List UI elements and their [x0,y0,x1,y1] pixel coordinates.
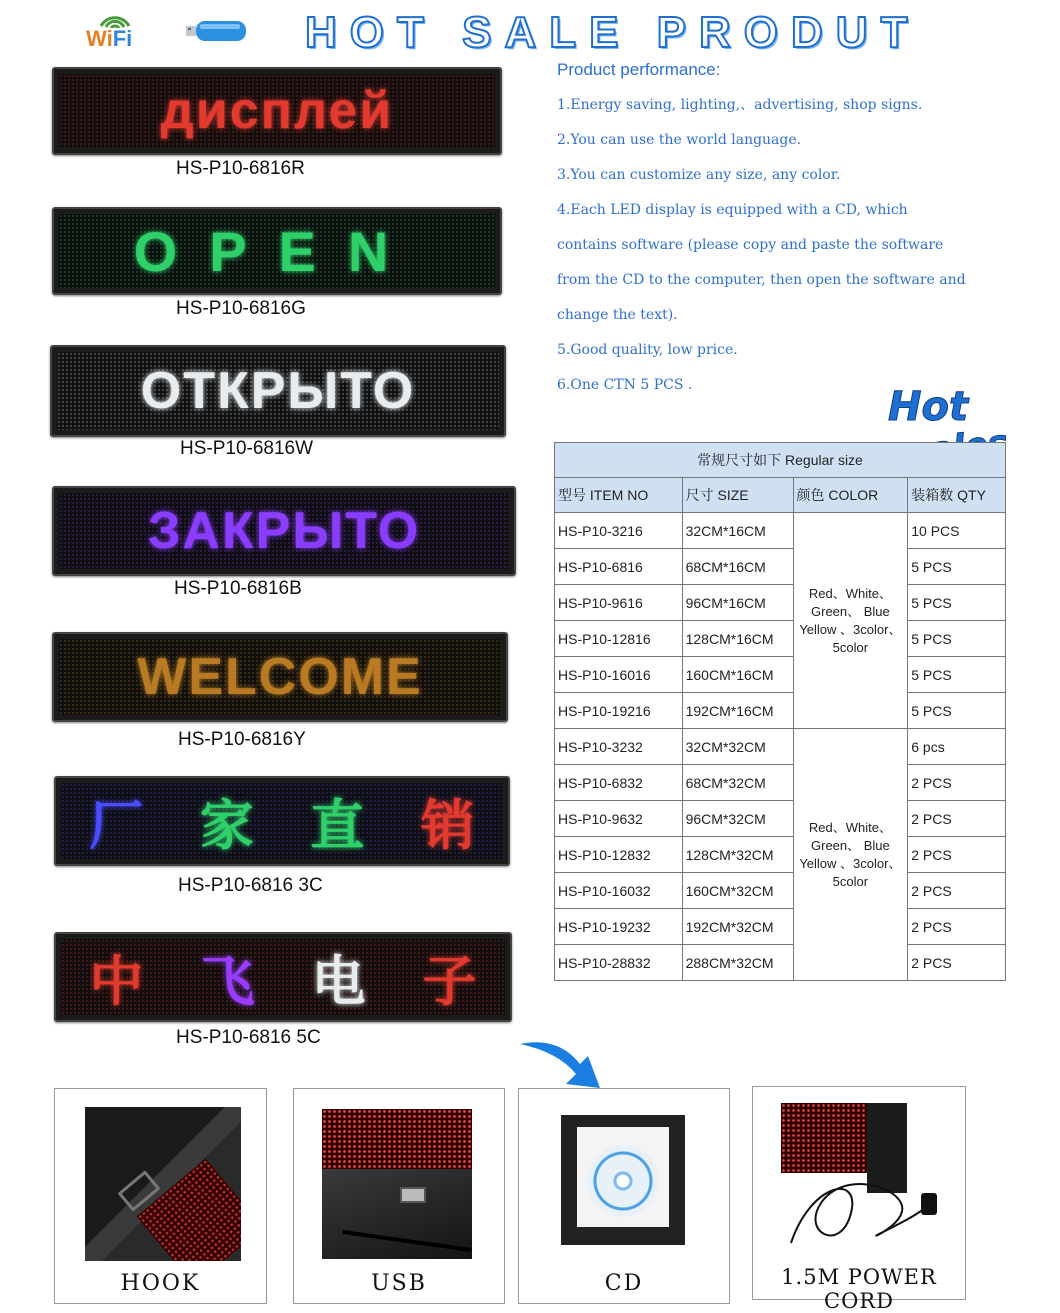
led-char: 中 [89,949,144,1013]
led-message: дисплей [160,82,394,140]
table-row [555,873,1006,909]
led-panel [50,345,506,437]
table-cell-item: HS-P10-16016 [555,657,683,693]
performance-title: Product performance: [557,60,721,79]
table-cell-size: 192CM*16CM [682,693,793,729]
table-cell-size: 192CM*32CM [682,909,793,945]
table-cell-qty: 2 PCS [908,837,1006,873]
led-char: 销 [420,793,475,857]
table-cell-qty: 10 PCS [908,513,1006,549]
table-cell-qty: 5 PCS [908,549,1006,585]
color-note-line: Yellow 、3color、 [799,621,902,637]
table-row [555,621,1006,657]
table-cell-qty: 2 PCS [908,765,1006,801]
table-caption: 常规尺寸如下 Regular size [555,443,1006,478]
led-text [59,493,509,569]
table-cell-size: 160CM*32CM [682,873,793,909]
model-label: HS-P10-6816G [176,298,306,319]
color-note-line: Green、 Blue [811,603,890,619]
led-text [61,939,505,1015]
performance-item: 4.Each LED display is equipped with a CD, which [557,202,908,218]
table-row [555,513,1006,549]
table-cell-size: 128CM*32CM [682,837,793,873]
color-note-line: Red、White、 [808,585,892,601]
performance-item: contains software (please copy and paste the software [557,237,944,253]
led-char: 家 [199,793,254,857]
performance-item: 6.One CTN 5 PCS . [557,377,693,393]
accessory-hook [54,1088,267,1304]
performance-item: change the text). [557,307,678,323]
table-cell-item: HS-P10-12816 [555,621,683,657]
accessory-label: 1.5M POWER CORD [781,1265,937,1313]
performance-item: 1.Energy saving, lighting,、advertising, shop signs. [557,97,923,113]
model-label: HS-P10-6816 3C [178,875,323,896]
table-cell-qty: 2 PCS [908,945,1006,981]
table-row [555,801,1006,837]
accessory-label: CD [604,1271,644,1296]
led-message: ЗАКРЫТО [147,502,421,560]
color-note-line: Red、White、 [808,819,892,835]
table-cell-qty: 5 PCS [908,657,1006,693]
table-cell-item: HS-P10-12832 [555,837,683,873]
led-text [61,783,503,859]
led-panel [52,632,508,722]
power-cord-photo [781,1103,941,1253]
table-row [555,837,1006,873]
table-cell-item: HS-P10-16032 [555,873,683,909]
table-row [555,765,1006,801]
table-cell-size: 32CM*16CM [682,513,793,549]
table-cell-qty: 5 PCS [908,693,1006,729]
table-cell-size: 288CM*32CM [682,945,793,981]
table-cell-qty: 2 PCS [908,801,1006,837]
table-cell-qty: 2 PCS [908,873,1006,909]
table-row [555,945,1006,981]
led-char: 子 [422,949,477,1013]
table-cell-size: 96CM*16CM [682,585,793,621]
led-panel [52,207,502,295]
table-row [555,657,1006,693]
table-cell-qty: 5 PCS [908,585,1006,621]
table-header-color: 颜色 COLOR [793,478,908,513]
hook-photo [85,1107,241,1261]
accessory-label: USB [371,1271,427,1296]
performance-list [557,88,1027,403]
led-text [59,639,501,715]
accessory-cd [518,1088,730,1304]
led-text [59,74,495,148]
table-header-qty: 装箱数 QTY [908,478,1006,513]
table-cell-size: 68CM*16CM [682,549,793,585]
table-cell-size: 32CM*32CM [682,729,793,765]
accessory-usb [293,1088,505,1304]
color-note-line: 5color [832,873,869,889]
led-panel [54,932,512,1022]
table-cell-size: 68CM*32CM [682,765,793,801]
model-label: HS-P10-6816B [174,578,302,599]
led-text [59,214,495,288]
led-panel [54,776,510,866]
table-row [555,585,1006,621]
performance-item: from the CD to the computer, then open the software and [557,272,966,288]
table-row [555,729,1006,765]
led-message: ОТКРЫТО [140,362,416,420]
table-header-item: 型号 ITEM NO [555,478,683,513]
led-text [57,352,499,430]
model-label: HS-P10-6816R [176,158,305,179]
wifi-label-b: Fi [112,26,133,51]
table-cell-item: HS-P10-19232 [555,909,683,945]
table-cell-item: HS-P10-6832 [555,765,683,801]
table-cell-item: HS-P10-9632 [555,801,683,837]
cd-disc-icon [587,1145,659,1217]
table-cell-size: 128CM*16CM [682,621,793,657]
led-panel [52,67,502,155]
table-cell-item: HS-P10-28832 [555,945,683,981]
table-cell-item: HS-P10-3216 [555,513,683,549]
usb-photo [322,1109,472,1259]
table-cell-size: 160CM*16CM [682,657,793,693]
table-cell-qty: 5 PCS [908,621,1006,657]
table-row [555,909,1006,945]
table-row [555,693,1006,729]
table-cell-item: HS-P10-3232 [555,729,683,765]
model-label: HS-P10-6816Y [178,729,306,750]
usb-port-icon [400,1187,426,1203]
page-title: HOT SALE PRODUT [305,8,921,57]
table-cell-item: HS-P10-6816 [555,549,683,585]
model-label: HS-P10-6816W [180,438,314,459]
table-cell-item: HS-P10-9616 [555,585,683,621]
model-label: HS-P10-6816 5C [176,1027,321,1048]
color-note-line: Yellow 、3color、 [799,855,902,871]
led-char: 飞 [200,949,255,1013]
led-message: WELCOME [137,648,423,706]
usb-stick-icon [186,18,248,44]
led-char: 厂 [89,793,144,857]
cd-photo [561,1115,685,1245]
color-note-line: Green、 Blue [811,837,890,853]
table-row [555,549,1006,585]
color-note-line: 5color [832,639,869,655]
led-char: 直 [310,793,365,857]
hot-sales-line1: Hot [888,384,969,430]
table-cell-color [793,729,908,981]
performance-item: 2.You can use the world language. [557,132,802,148]
arrow-down-right-icon [518,1034,606,1090]
performance-item: 3.You can customize any size, any color. [557,167,841,183]
accessory-power-cord [752,1086,966,1313]
table-header-size: 尺寸 SIZE [682,478,793,513]
size-table [554,442,1006,981]
accessory-label: HOOK [120,1271,201,1296]
power-cord-icon [781,1143,941,1253]
led-char: 电 [311,949,366,1013]
performance-item: 5.Good quality, low price. [557,342,738,358]
table-cell-color [793,513,908,729]
table-cell-item: HS-P10-19216 [555,693,683,729]
led-panel [52,486,516,576]
table-cell-size: 96CM*32CM [682,801,793,837]
led-message: OPEN [133,219,421,283]
table-cell-qty: 6 pcs [908,729,1006,765]
wifi-label-a: Wi [86,26,113,51]
wifi-logo [86,26,132,52]
table-cell-qty: 2 PCS [908,909,1006,945]
